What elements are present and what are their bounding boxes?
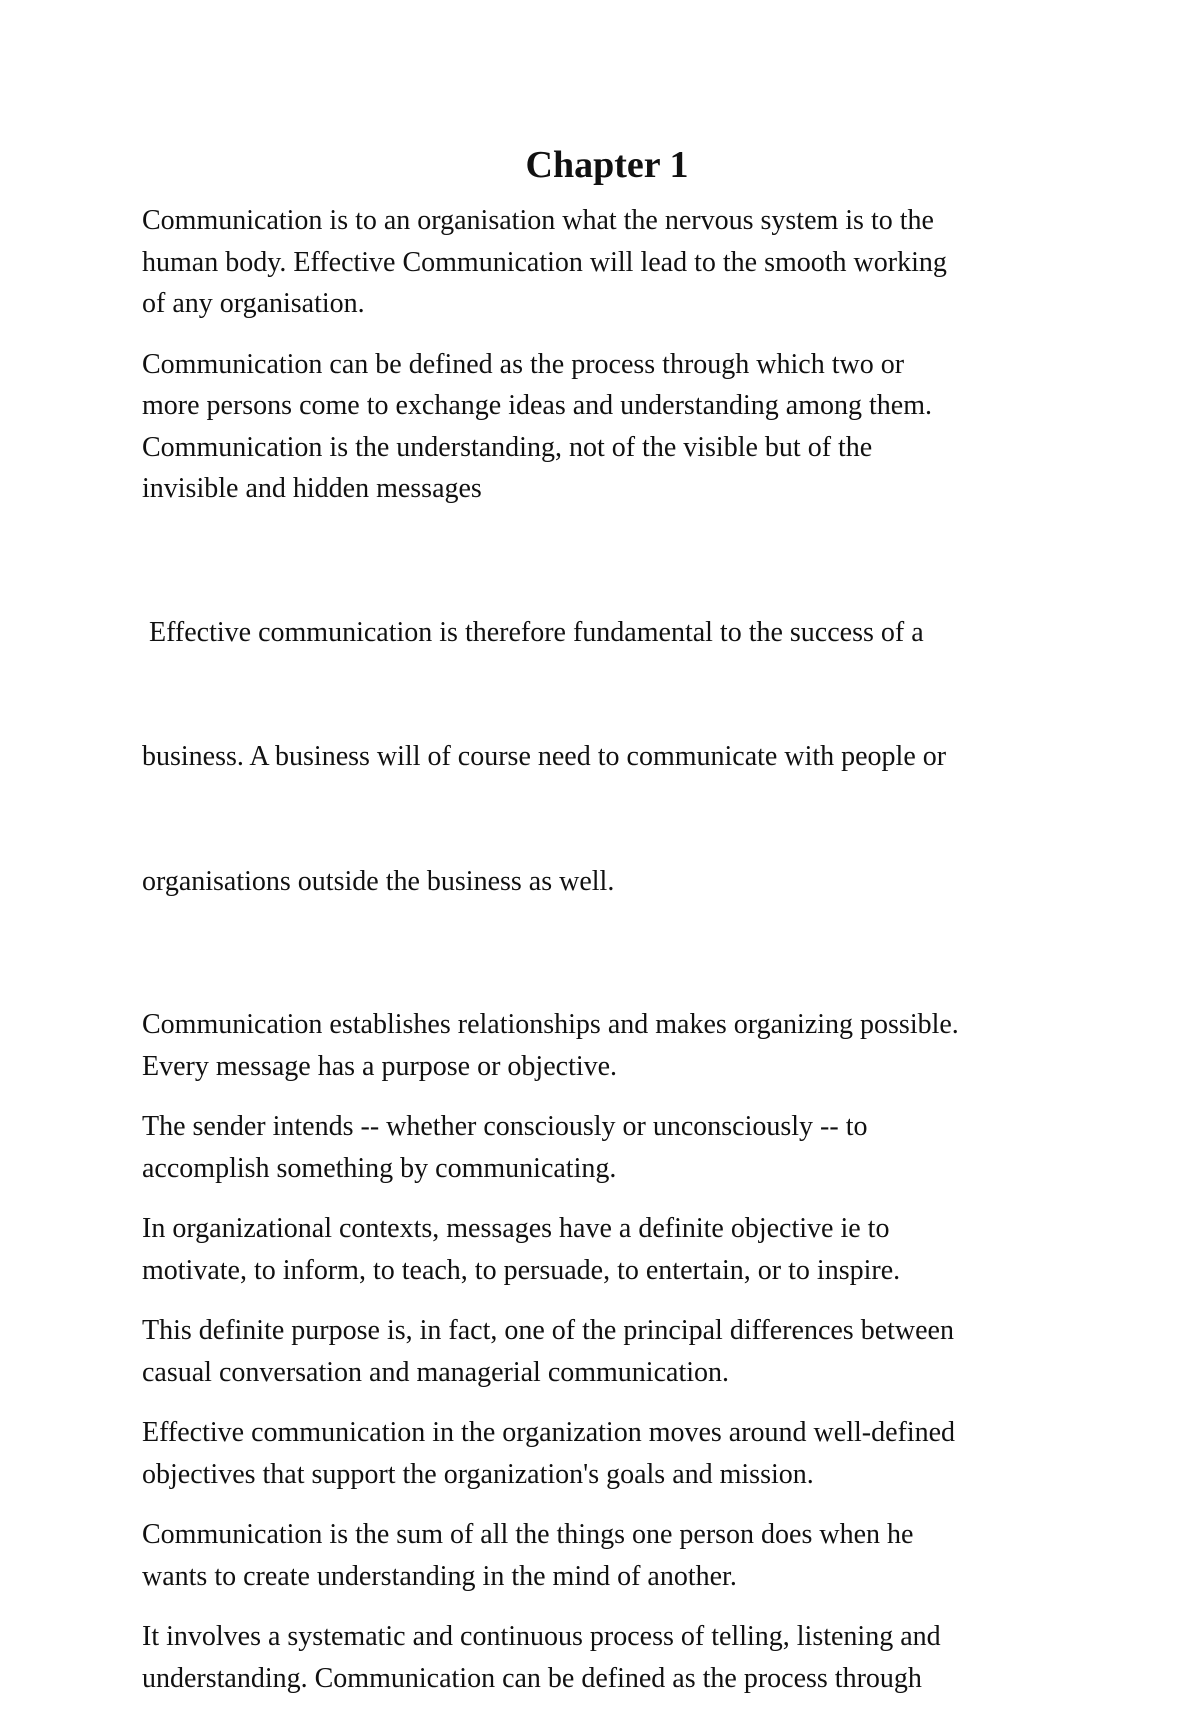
text-line: Communication is the sum of all the things one person does when he [142,1519,914,1550]
text-line: Effective communication in the organization moves around well-defined [142,1417,956,1448]
text-line: of any organisation. [142,288,365,319]
paragraph [142,200,1072,325]
paragraph [142,1412,1072,1495]
text-line: objectives that support the organization's goals and mission. [142,1458,814,1490]
text-line: more persons come to exchange ideas and understanding among them. [142,390,932,421]
text-line: Every message has a purpose or objective. [142,1050,618,1082]
text-line: In organizational contexts, messages have a definite objective ie to [142,1213,890,1244]
paragraph [142,1310,1072,1393]
text-line: organisations outside the business as well. [142,865,615,897]
text-line: business. A business will of course need to communicate with people or [142,741,947,772]
text-line: Communication establishes relationships and makes organizing possible. [142,1009,959,1040]
text-line: It involves a systematic and continuous process of telling, listening and [142,1621,941,1652]
text-line: This definite purpose is, in fact, one of the principal differences between [142,1315,954,1346]
text-line: invisible and hidden messages [142,473,482,504]
paragraph [142,1106,1072,1189]
text-line: casual conversation and managerial communication. [142,1356,730,1388]
text-line: Communication is the understanding, not of the visible but of the [142,431,873,463]
text-line: accomplish something by communicating. [142,1152,617,1184]
text-line: wants to create understanding in the mind of another. [142,1560,737,1592]
paragraph [142,1616,1072,1699]
paragraph [142,1514,1072,1597]
text-line: Effective communication is therefore fundamental to the success of a [142,616,924,648]
text-line: human body. Effective Communication will lead to the smooth working [142,246,947,278]
paragraph [142,1004,1072,1087]
chapter-title: Chapter 1 [525,144,689,186]
text-line: understanding. Communication can be defined as the process through [142,1662,922,1694]
paragraph [142,529,1072,986]
text-line: Communication can be defined as the process through which two or [142,348,905,380]
text-line: motivate, to inform, to teach, to persuade, to entertain, or to inspire. [142,1254,901,1286]
paragraph [142,344,1072,510]
text-line: Communication is to an organisation what the nervous system is to the [142,205,934,236]
page-content [142,140,1072,1718]
text-line: The sender intends -- whether consciously or unconsciously -- to [142,1111,868,1142]
paragraph [142,1208,1072,1291]
